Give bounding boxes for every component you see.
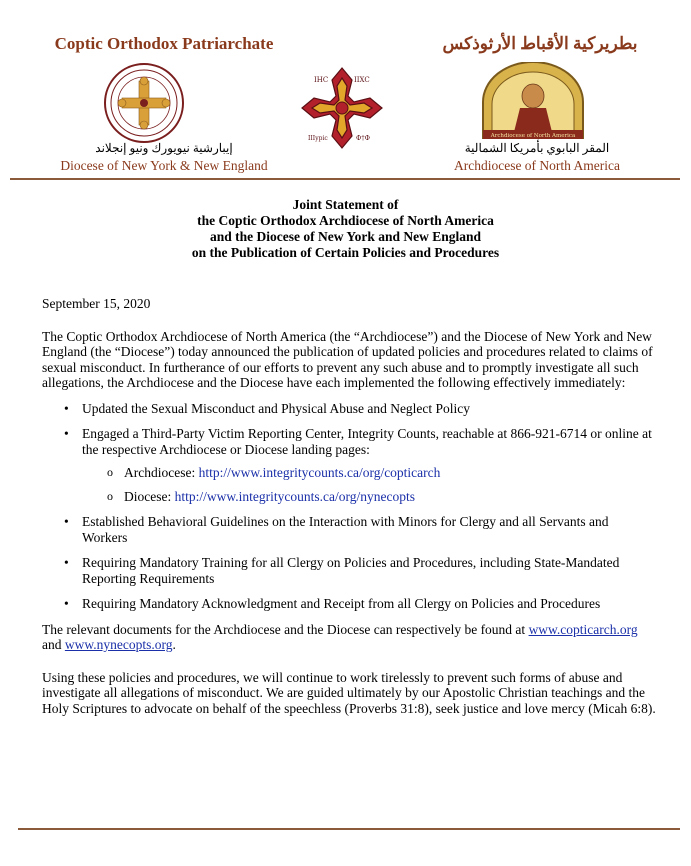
intro-paragraph: The Coptic Orthodox Archdiocese of North America (the “Archdiocese”) and the Diocese of New York and New England (the “Diocese”) today announced the publication of updated policies and procedures related to claims of sexual misconduct. In furtherance of our efforts to prevent any such abuse and to promptly investigate all such allegations, the Archdiocese and the Diocese have each implemented the following effectively immediately: (42, 328, 653, 390)
patriarchate-title: Coptic Orthodox Patriarchate (54, 34, 274, 53)
list-item (82, 489, 657, 505)
archdiocese-reporting-link[interactable]: http://www.integritycounts.ca/org/copticarch (198, 465, 441, 480)
archdiocese-seal-icon (480, 62, 586, 140)
diocese-name: Diocese of New York & New England (60, 158, 268, 173)
statement-title (0, 197, 691, 261)
nynecopts-link[interactable]: www.nynecopts.org (64, 637, 173, 652)
list-item: • Requiring Mandatory Acknowledgment and Receipt from all Clergy on Policies and Procedures (42, 596, 657, 612)
title-line: on the Publication of Certain Policies and Procedures (191, 245, 500, 260)
reporting-links-list (82, 465, 657, 504)
statement-date: September 15, 2020 (42, 296, 151, 311)
diocese-reporting-link[interactable]: http://www.integritycounts.ca/org/nynecopts (174, 488, 415, 504)
statement-body (42, 296, 657, 716)
diocese-name-arabic: إيبارشية نيويورك ونيو إنجلاند (95, 141, 233, 155)
title-line: and the Diocese of New York and New England (209, 229, 481, 244)
link-label: Archdiocese: (124, 465, 196, 480)
copticarch-link[interactable]: www.copticarch.org (528, 621, 638, 637)
cross-letters-br: Ф†Ф (356, 134, 371, 142)
coptic-cross-icon (300, 66, 384, 150)
header-divider (10, 178, 680, 180)
diocese-seal-icon (103, 62, 185, 144)
link-label: Diocese: (124, 488, 172, 504)
documents-paragraph: The relevant documents for the Archdiocese and the Diocese can respectively be found at www.copticarch.org and www.nynecopts.org. (42, 621, 638, 652)
cross-letters-tl: IHC (314, 76, 329, 84)
seal-caption: Archdiocese of North America (490, 133, 576, 139)
measures-list (42, 401, 657, 612)
archdiocese-name-arabic: المقر البابوي بأمريكا الشمالية (464, 141, 610, 155)
cross-letters-tr: IIXC (354, 76, 370, 84)
letterhead (0, 0, 691, 182)
closing-paragraph: Using these policies and procedures, we will continue to work tirelessly to prevent such forms of abuse and investigate all allegations of misconduct. We are guided ultimately by our Apostolic Christian teachings and the Holy Scriptures to advocate on behalf of the speechless (Proverbs 31:8), seek justice and love mercy (Micah 6:8). (42, 669, 656, 716)
list-item: • Updated the Sexual Misconduct and Physical Abuse and Neglect Policy (42, 401, 657, 417)
patriarchate-title-arabic: بطريركية الأقباط الأرثوذكس (442, 34, 638, 53)
list-item: • Requiring Mandatory Training for all Clergy on Policies and Procedures, including State-Mandated Reporting Requirements (42, 555, 657, 586)
archdiocese-name: Archdiocese of North America (453, 158, 621, 173)
list-item (82, 465, 657, 481)
cross-letters-bl: IIIуріс (308, 135, 328, 142)
list-item: • Established Behavioral Guidelines on the Interaction with Minors for Clergy and all Servants and Workers (42, 514, 657, 545)
list-item: • Engaged a Third-Party Victim Reporting Center, Integrity Counts, reachable at 866-921-6714 or online at the respective Archdiocese or Diocese landing pages: o Archdiocese: http://www.integritycounts.ca/org/copticarch o Diocese: http://www.integritycounts.ca/org/nynecopts (42, 426, 657, 504)
title-line: the Coptic Orthodox Archdiocese of North America (197, 213, 494, 228)
footer-divider (18, 828, 680, 830)
title-line: Joint Statement of (292, 197, 399, 212)
